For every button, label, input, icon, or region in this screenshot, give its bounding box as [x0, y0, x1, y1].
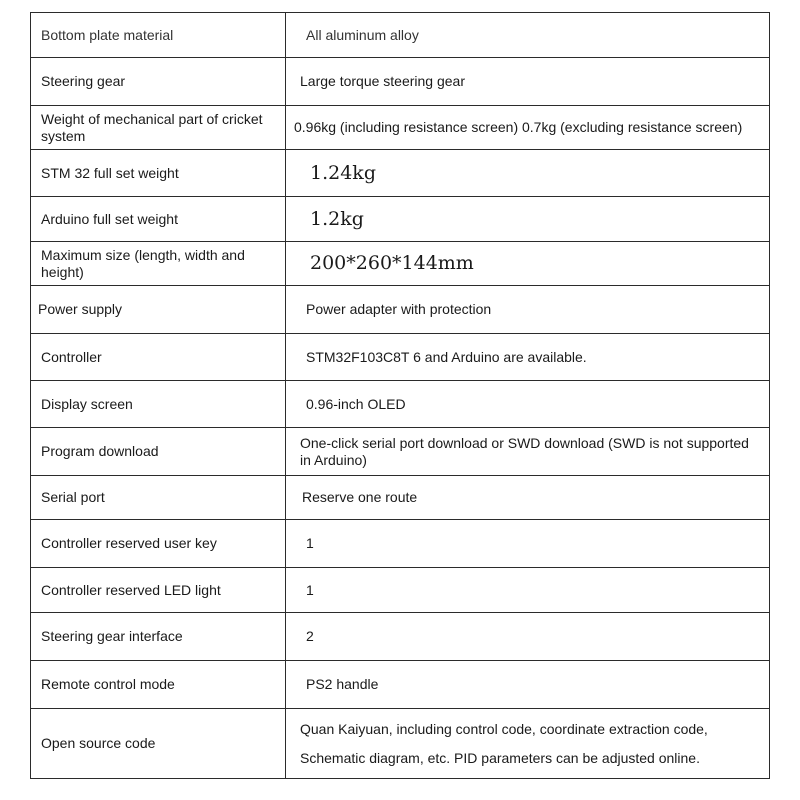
spec-row-maximum-size: [31, 242, 770, 286]
spec-row-led-light: [31, 568, 770, 613]
spec-row-user-key: [31, 520, 770, 568]
spec-row-program-download: [31, 428, 770, 476]
spec-row-mechanical-weight: [31, 106, 770, 150]
spec-row-power-supply: [31, 286, 770, 334]
spec-row-steering-interface: [31, 613, 770, 661]
spec-value: 1.2kg: [286, 197, 770, 242]
spec-value: 2: [286, 613, 770, 661]
spec-value: Reserve one route: [286, 476, 770, 520]
spec-value: Large torque steering gear: [286, 58, 770, 106]
spec-value: STM32F103C8T 6 and Arduino are available.: [286, 334, 770, 381]
spec-value: 0.96-inch OLED: [286, 381, 770, 428]
spec-row-remote-control: [31, 661, 770, 709]
spec-row-open-source: [31, 709, 770, 779]
spec-row-arduino-weight: [31, 197, 770, 242]
spec-label: Steering gear interface: [31, 613, 286, 661]
spec-row-steering-gear: [31, 58, 770, 106]
specification-table: [30, 12, 770, 779]
spec-label: Program download: [31, 428, 286, 476]
spec-label: Serial port: [31, 476, 286, 520]
spec-value: [286, 709, 770, 779]
spec-label: Controller reserved LED light: [31, 568, 286, 613]
spec-row-controller: [31, 334, 770, 381]
spec-label: Maximum size (length, width and height): [31, 242, 286, 286]
spec-value: 200*260*144mm: [286, 242, 770, 286]
spec-value: PS2 handle: [286, 661, 770, 709]
spec-value: All aluminum alloy: [286, 13, 770, 58]
spec-value: 0.96kg (including resistance screen) 0.7kg (excluding resistance screen): [286, 106, 770, 150]
spec-label: Weight of mechanical part of cricket system: [31, 106, 286, 150]
spec-label: Controller: [31, 334, 286, 381]
spec-value: Power adapter with protection: [286, 286, 770, 334]
spec-label: Bottom plate material: [31, 13, 286, 58]
spec-row-display-screen: [31, 381, 770, 428]
spec-value: 1.24kg: [286, 150, 770, 197]
spec-value: 1: [286, 568, 770, 613]
spec-value: One-click serial port download or SWD download (SWD is not supported in Arduino): [286, 428, 770, 476]
spec-row-serial-port: [31, 476, 770, 520]
spec-value-line: Quan Kaiyuan, including control code, coordinate extraction code,: [300, 720, 708, 737]
spec-label: Power supply: [31, 286, 286, 334]
spec-label: STM 32 full set weight: [31, 150, 286, 197]
spec-label: Display screen: [31, 381, 286, 428]
spec-label: Steering gear: [31, 58, 286, 106]
spec-value: 1: [286, 520, 770, 568]
spec-label: Arduino full set weight: [31, 197, 286, 242]
spec-row-stm32-weight: [31, 150, 770, 197]
spec-row-bottom-plate: [31, 13, 770, 58]
spec-label: Controller reserved user key: [31, 520, 286, 568]
spec-label: Remote control mode: [31, 661, 286, 709]
spec-value-line: Schematic diagram, etc. PID parameters can be adjusted online.: [300, 749, 700, 766]
spec-label: Open source code: [31, 709, 286, 779]
